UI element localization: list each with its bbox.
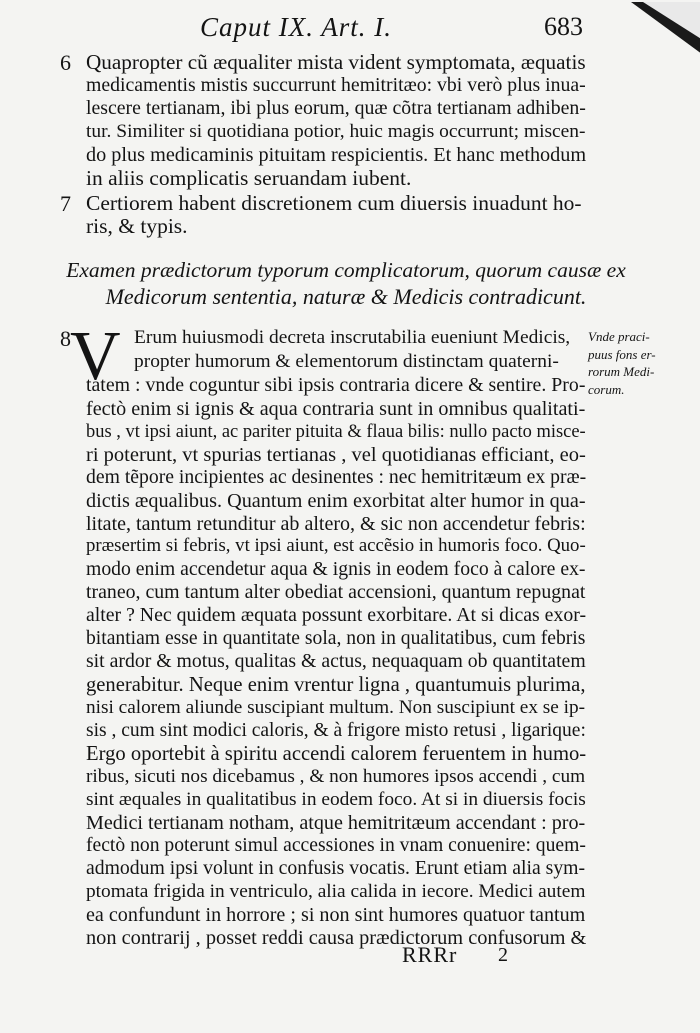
marginal-note-line: rorum Medi-: [588, 364, 655, 380]
para8-line: modo enim accendetur aqua & ignis in eodem foco à calore ex-: [86, 558, 586, 580]
para8-line: traneo, cum tantum alter obediat accensioni, quantum repugnat: [86, 581, 586, 603]
running-head: Caput IX. Art. I.: [200, 12, 392, 42]
page-header: [0, 12, 700, 48]
page-corner-fold-icon: [621, 2, 700, 62]
para8-line: admodum ipsi volunt in confusis vocatis. Erunt etiam alia sym-: [86, 857, 586, 879]
para8-line: Medici tertianam notham, atque hemitritæum accendant : pro-: [86, 812, 586, 834]
para8-line: dem tẽpore incipientes ac desinentes : nec hemitritæum ex præ-: [86, 466, 587, 488]
paragraph-number-8: 8: [60, 326, 71, 351]
para7-line: Certiorem habent discretionem cum diuersis inuadunt ho-: [86, 191, 582, 215]
marginal-note-line: Vnde praci-: [588, 329, 650, 344]
para8-line: ribus, sicuti nos dicebamus , & non humores ipsos accendi , cum: [86, 766, 586, 787]
section-title-line-2: Medicorum sententia, naturæ & Medicis contradicunt.: [105, 284, 587, 309]
para7-line: ris, & typis.: [86, 214, 188, 238]
para8-line: nisi calorem aliunde suscipiant multum. Non suscipiunt ex se ip-: [86, 697, 586, 718]
page-number: 683: [544, 12, 583, 41]
para8-line: fectò non poterunt simul accessiones in vnam conuenire: quem-: [86, 835, 586, 856]
section-title-line-1: Examen prædictorum typorum complicatorum, quorum causæ ex: [66, 258, 626, 282]
signature-number: 2: [498, 944, 508, 966]
para8-line: propter humorum & elementorum distinctam quaterni-: [134, 351, 559, 372]
para6-line: in aliis complicatis seruandam iubent.: [86, 166, 412, 190]
para8-line: generabitur. Neque enim vrentur ligna , quantumuis plurima,: [86, 674, 586, 696]
para8-line: alter ? Nec quidem æquata possunt exorbitare. At si dicas exor-: [86, 604, 587, 626]
para8-line: sint æquales in qualitatibus in eodem foco. At si in diuersis focis: [86, 789, 586, 810]
para8-line: sis , cum sint modici caloris, & à frigore misto retusi , ligarique:: [86, 720, 586, 741]
para6-line: do plus medicaminis pituitam respicientis. Et hanc methodum: [86, 144, 587, 166]
para8-line: Ergo oportebit à spiritu accendi calorem feruentem in humo-: [86, 743, 587, 765]
marginal-note: [588, 328, 698, 398]
para6-line: lescere tertianam, ibi plus eorum, quæ cõtra tertianam adhiben-: [86, 97, 586, 119]
para8-line: non contrarij , posset reddi causa prædictorum confusorum &: [86, 927, 587, 949]
para8-line: tatem : vnde coguntur sibi ipsis contraria dicere & sentire. Pro-: [86, 374, 586, 396]
para6-line: medicamentis mistis succurrunt hemitritæo: vbi verò plus inua-: [86, 74, 586, 96]
paragraph-number-6: 6: [60, 50, 71, 75]
paragraph-number-7: 7: [60, 191, 71, 216]
para8-line: fectò enim si ignis & aqua contraria sunt in omnibus qualitati-: [86, 398, 586, 420]
para8-line: ea confundunt in horrore ; si non sint humores quatuor tantum: [86, 904, 586, 926]
para6-line: tur. Similiter si quotidiana potior, huic magis occurrunt; miscen-: [86, 121, 586, 142]
signature-mark: RRRr: [402, 942, 458, 967]
para8-line: dictis æqualibus. Quantum enim exorbitat alter humor in qua-: [86, 490, 586, 512]
para8-line: ptomata frigida in ventriculo, alia calida in iecore. Medici autem: [86, 881, 586, 902]
para8-line: bus , vt ipsi aiunt, ac pariter pituita & flaua bilis: nullo pacto misce-: [86, 421, 586, 441]
marginal-note-line: puus fons er-: [588, 346, 656, 362]
para8-line: præsertim si febris, vt ipsi aiunt, est accẽsio in humoris foco. Quo-: [86, 535, 586, 556]
para8-line: bitantiam esse in quantitate sola, non in qualitatibus, cum febris: [86, 628, 586, 649]
drop-cap: V: [70, 318, 121, 395]
para8-line: Erum huiusmodi decreta inscrutabilia eueniunt Medicis,: [134, 327, 571, 348]
para6-line: Quapropter cũ æqualiter mista vident symptomata, æquatis: [86, 50, 586, 74]
para8-line: sit ardor & motus, qualitas & actus, nequaquam ob quantitatem: [86, 650, 586, 672]
para8-line: ri poterunt, vt spurias tertianas , vel quotidianas efficiant, eo-: [86, 444, 586, 466]
para8-line: litate, tantum retunditur ab altero, & sic non accendetur febris:: [86, 513, 586, 535]
marginal-note-line: corum.: [588, 381, 625, 397]
